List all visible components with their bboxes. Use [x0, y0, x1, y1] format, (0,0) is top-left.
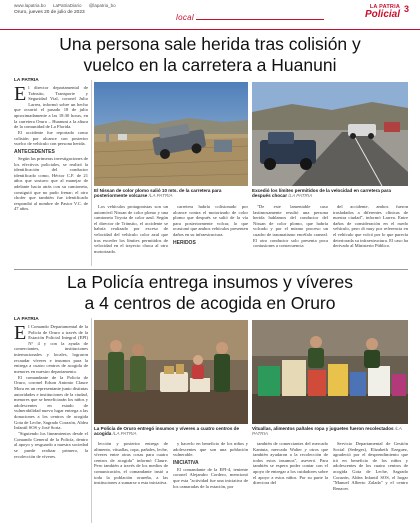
photo2-credit: /LA PATRIA — [288, 193, 313, 199]
photo-crash-nissan — [94, 82, 248, 186]
story2-sub-iniciativa: INICIATIVA — [173, 459, 199, 466]
story2-paragraph-3: "Siguiendo los lineamientos desde el Comando General de la Policía, dentro al apoyo y resguardo a nuestra sociedad se puede realizar primero, la recolección de víveres. — [14, 431, 88, 459]
story1-paragraph-2: El accidente fue reportado como colisión por alcance con posterior vuelco de vehículo con persona herida. — [14, 130, 88, 147]
story1-lead: l director departamental de Tránsito, Transporte y Seguridad Vial, coronel Julio Larrea, informó sobre un hecho que ocurrió el pasado 18 de julio aproximadamente a las 18:30 horas, en la carretera Oruro – Huanuni a la altura de la comunidad de La Florida. — [14, 85, 88, 130]
brand-bottom: Policial — [364, 9, 400, 20]
story1-byline: LA PATRIA — [14, 78, 39, 83]
photo4-credit: /LA PATRIA — [252, 426, 402, 437]
story1-column-4 — [253, 204, 328, 268]
column-divider — [91, 80, 92, 266]
story1-sub-antecedentes: ANTECEDENTES — [14, 149, 55, 156]
story2-headline-line2: a 4 centros de acogida en Oruro — [84, 293, 336, 313]
photo1-caption-text: El Nissan de color plomo salió 10 mts. de la carretera para posteriormente volcarse — [94, 188, 222, 199]
story1-dropcap: E — [14, 83, 27, 105]
story1-column-3-text: carretera habría colisionado por alcance contra el motorizado de color plomo que después se salió de la vía para posteriormente volcar, lo que ocasionó que ambos vehículos presenten daños en su infraestructura. — [173, 204, 248, 237]
photo-crash-toyota — [252, 82, 408, 186]
story2-column-2-text: lección y posterior entrega de alimento, vituallas, ropa, pañales, leche, víveres entre otras cosas para cuatro centros de acogida" informó Claure. Pero también a través de los medios de comunicación, el comandante instó a toda la población orureña, a las instituciones a sumarse a esta iniciativa. — [94, 441, 168, 486]
web-links — [14, 3, 122, 8]
story1-sub-heridos: HERIDOS — [173, 239, 196, 246]
page-number: 3 — [404, 4, 410, 14]
story1-column-1 — [14, 78, 88, 268]
photo3-caption-text: La Policía de Oruro entregó insumos y víveres a cuatro centros de acogida — [94, 426, 240, 437]
story1-antecedentes: Según las primeras investigaciones de los efectivos policiales, se realizó la identificación del conductor identificado como, Héctor C.F. de 21 años que sostuvo que al manejar de adelante hacia atrás con su camioneta, consiguió que no pudo frenar; el otro chofer que también fue identificado respondió al nombre de Pastor V.C. de 47 años. — [14, 156, 88, 212]
story2-column-4 — [253, 441, 328, 525]
photo2-caption — [252, 188, 408, 199]
story2-headline — [12, 272, 408, 314]
story1-headline — [12, 34, 408, 76]
photo4-caption — [252, 426, 408, 437]
story2-column-5 — [333, 441, 408, 525]
dateline: Oruro, jueves 20 de julio de 2023 — [14, 10, 85, 15]
photo-police-donation — [94, 320, 248, 424]
story2-column-3 — [173, 441, 248, 525]
photo2-caption-text: Excedió los límites permitidos de la velocidad en carretera para después chocar — [252, 188, 391, 199]
web-link-facebook[interactable]: LaPatriaDiario — [53, 3, 82, 8]
story1-headline-line2: vuelco en la carretera a Huanuni — [83, 55, 337, 75]
story1-column-5-text: del accidente, ambos fueron trasladados a diferentes clínicas de nuestra ciudad", informó Larrea. Entre daños de consideración en el ruedo vehículo, pero di muy por referencia en el vehículo que volcó por lo que parecía deteriorada su infraestructura. El caso ha derivado al Ministerio Público. — [333, 204, 408, 249]
column-divider — [91, 318, 92, 523]
story2-column-1 — [14, 317, 88, 525]
brand-logo — [334, 4, 400, 20]
section-label: local — [176, 13, 194, 22]
photo4-caption-text: Vituallas, alimentos pañales ropa y juguetes fueron recolectados — [252, 426, 394, 431]
photo3-caption — [94, 426, 248, 437]
masthead — [0, 0, 420, 30]
story-separator — [14, 269, 408, 270]
web-link-site[interactable]: www.lapatria.bo — [14, 3, 46, 8]
story2-column-4-text: también de comerciantes del mercado Kantuta, mercado Walter y otros que también ayudaron a la recolección de todos estos insumos", aseveró. Para también se espera poder contar con el apoyo de entregar a los cuidadores sobre el apoyo a estos niños. Por su parte la directora del — [253, 441, 328, 486]
story2-lead: l Comando Departamental de la Policía de Oruro a través de la Estación Policial Integral (EPI) N° 4 y con la ayuda de comerciantes, instituciones internacionales y locales, lograron recaudar víveres e insumos para la entrega a cuatro centros de acogida de menores en nuestro departamento. — [14, 324, 88, 374]
story2-column-3-text: y hacerlo en beneficio de los niños y adolescentes que son una población vulnerable. — [173, 441, 248, 458]
web-link-twitter[interactable]: @lapatria_bo — [88, 3, 116, 8]
brand-top: LA PATRIA — [369, 4, 400, 10]
photo3-credit: /LA PATRIA — [112, 431, 137, 437]
story2-headline-line1: La Policía entrega insumos y víveres — [67, 272, 353, 292]
story1-column-2-text: Los vehículos protagonistas son un automóvil Nissan de color plomo y una camioneta Toyota de color azul. Según el director de Tránsito, el accidente se habría realizado por exceso de velocidad del vehículo color azul que tras exceder los límites permitidos de velocidad en el trayecto choca al otro motorizado. — [94, 204, 168, 254]
photo-donated-supplies — [252, 320, 408, 424]
story1-column-3 — [173, 204, 248, 268]
photo1-credit: /LA PATRIA — [148, 193, 173, 199]
story1-column-5 — [333, 204, 408, 268]
story2-dropcap: E — [14, 322, 27, 344]
story1-column-4-text: "De este lamentable caso lastimosamente resultó una persona herida hablamos del conductor del Nissan de color plomo, que habría volcado y por el mismo proceso un cuadro de traumatismo encéfalo craneal. El otro conductor solo presenta poca contusiones a consecuencia — [253, 204, 328, 249]
photo1-caption — [94, 188, 248, 199]
story2-byline: LA PATRIA — [14, 317, 39, 322]
story2-column-3b-text: El comandante de la EPI-4, teniente coronel Alejandro Cordero, mencionó que esta "actividad fue una iniciativa de los camaradas de la estación, por — [173, 466, 248, 489]
story2-column-5-text: Servicio Departamental de Gestión Social (Sedeges), Elizabeth Ezeguez, agradeció por el desprendimiento que irá en beneficio de los niños y adolescentes de los cuatro centros de acogida Gota de Leche, Sagrado Corazón, Aldea Infantil SOS, el hogar "Manuel Alberto Zalada" y el centro Renacer. — [333, 441, 408, 491]
story2-paragraph-2: El comandante de la Policía de Oruro, coronel Edson Antonio Claure Mora en un representante junto distintas autoridades e instituciones de la ciudad, menores que se beneficiarán los niños y adolescentes en estado de vulnerabilidad nuevo lugar entrega a las donaciones a los centros de acogida Gota de Leche, Sagrado Corazón, Aldea Infantil SOS y José Soria. — [14, 374, 88, 431]
story2-column-2 — [94, 441, 168, 525]
section-rule — [196, 19, 324, 20]
story1-column-2 — [94, 204, 168, 268]
story1-headline-line1: Una persona sale herida tras colisión y — [59, 34, 361, 54]
